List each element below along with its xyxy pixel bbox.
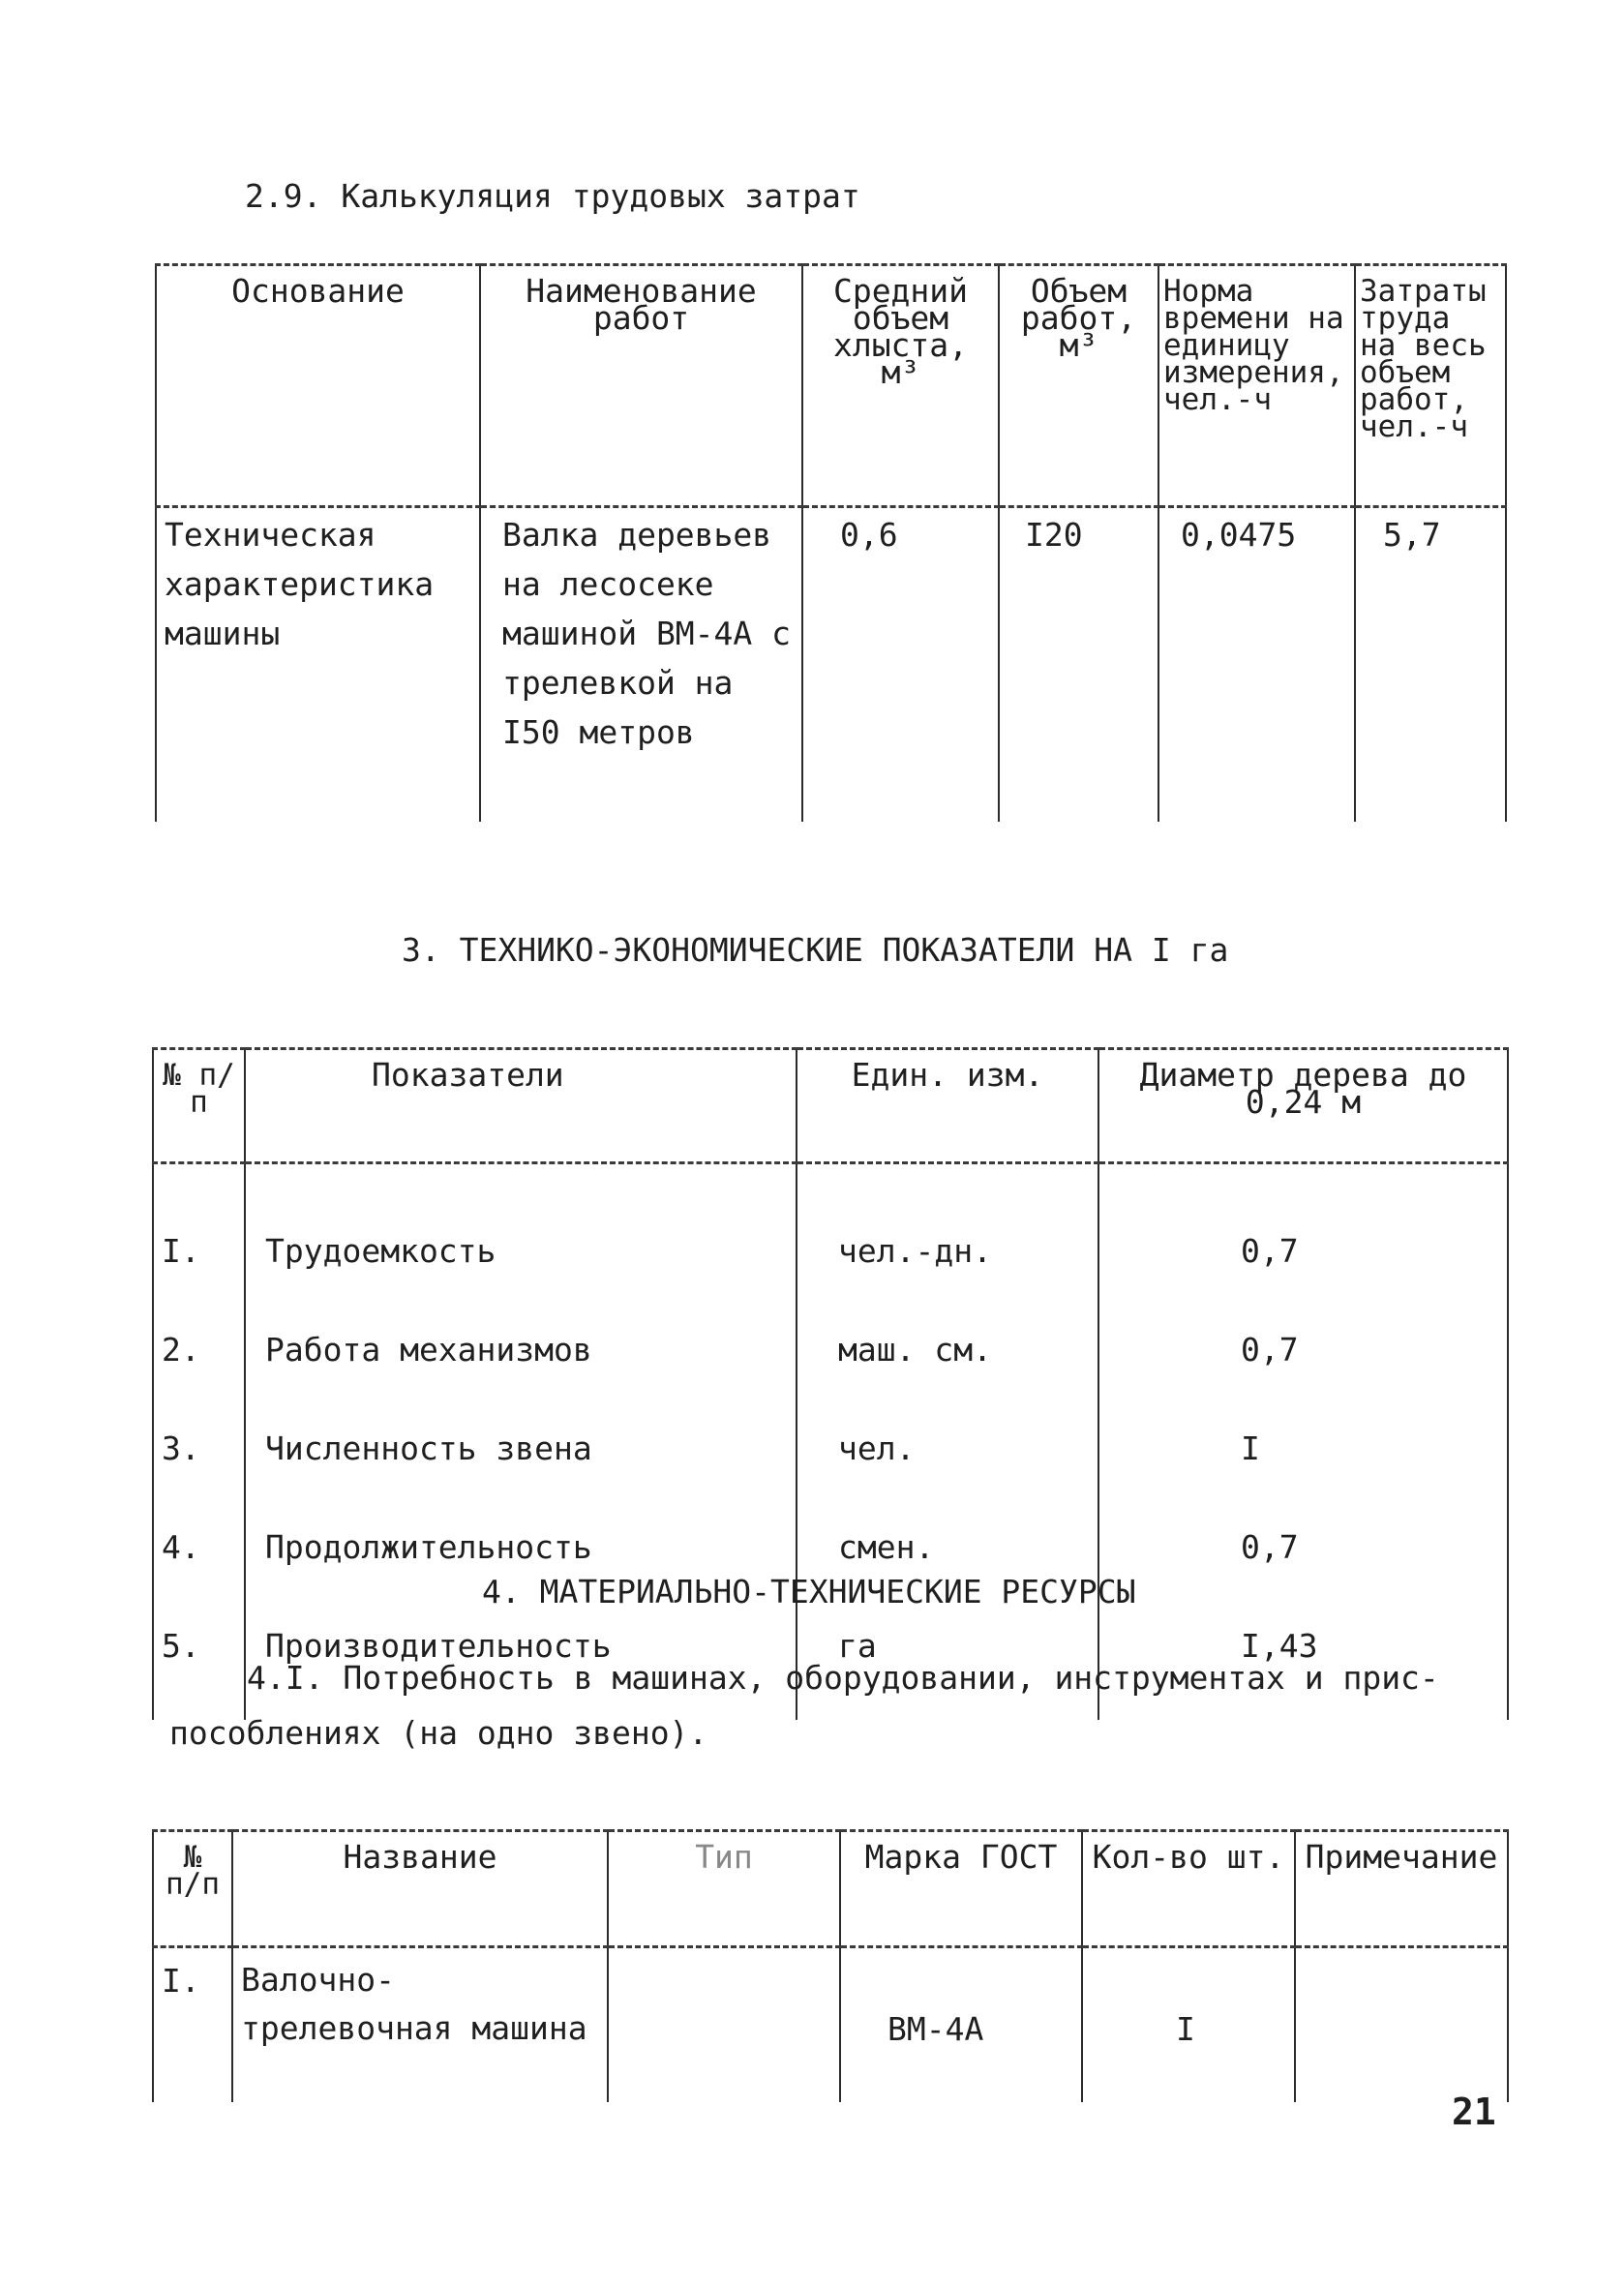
list-item: I (1241, 1429, 1260, 1467)
col-name: Название (232, 1831, 608, 1947)
col-work-name: Наименование работ (480, 265, 802, 507)
col-note: Примечание (1295, 1831, 1508, 1947)
cell-values (1098, 1163, 1508, 1721)
list-item: I,43 (1241, 1627, 1318, 1665)
col-diameter: Диаметр дерева до 0,24 м (1098, 1049, 1508, 1163)
col-avg-volume: Средний объем хлыста, м³ (802, 265, 999, 507)
list-item: Работа механизмов (265, 1331, 592, 1369)
table-row-type (608, 1947, 840, 2102)
list-item: Численность звена (265, 1429, 592, 1467)
cell-norm: 0,0475 (1158, 507, 1355, 822)
col-quantity: Кол-во шт. (1082, 1831, 1295, 1947)
list-item: 0,7 (1241, 1331, 1299, 1369)
col-labor-total: Затраты труда на весь объем работ, чел.-ч (1355, 265, 1506, 507)
list-item: Трудоемкость (265, 1232, 496, 1270)
section-4-1-paragraph: 4.I. Потребность в машинах, оборудовании, инструментах и прис- пособлениях (на одно звено). (169, 1659, 1439, 1752)
list-item: Производительность (265, 1627, 612, 1665)
list-item: га (838, 1627, 877, 1665)
col-time-norm: Норма времени на единицу измерения, чел.-ч (1158, 265, 1355, 507)
list-item: чел.-дн. (838, 1232, 992, 1270)
list-item: 4. (162, 1528, 200, 1566)
list-item: I. (162, 1232, 200, 1270)
page-number: 21 (1452, 2091, 1496, 2133)
cell-work: Валка деревьев на лесосеке машиной ВМ-4А с трелевкой на I50 метров (480, 507, 802, 822)
cell-basis: Техническая характеристика машины (156, 507, 480, 822)
cell-units (797, 1163, 1098, 1721)
table-row-num: I. (153, 1947, 232, 2102)
list-item: маш. см. (838, 1331, 992, 1369)
cell-names (245, 1163, 797, 1721)
list-item: 0,7 (1241, 1232, 1299, 1270)
col-unit: Един. изм. (797, 1049, 1098, 1163)
indicators-table (152, 1047, 1509, 1720)
list-item: чел. (838, 1429, 916, 1467)
table-row-note (1295, 1947, 1508, 2102)
col-number: № п/п (153, 1049, 245, 1163)
table-row-qty: I (1082, 1947, 1295, 2102)
section-3-heading: 3. ТЕХНИКО-ЭКОНОМИЧЕСКИЕ ПОКАЗАТЕЛИ НА I га (402, 931, 1229, 969)
labor-costs-table (155, 263, 1507, 822)
list-item: 2. (162, 1331, 200, 1369)
col-type: Тип (608, 1831, 840, 1947)
cell-numbers (153, 1163, 245, 1721)
list-item: смен. (838, 1528, 935, 1566)
cell-volume: I20 (999, 507, 1158, 822)
list-item: 3. (162, 1429, 200, 1467)
resources-table (152, 1829, 1509, 2102)
col-basis: Основание (156, 265, 480, 507)
col-number: № п/п (153, 1831, 232, 1947)
section-2-9-heading: 2.9. Калькуляция трудовых затрат (245, 177, 860, 215)
table-row-name: Валочно-трелевочная машина (232, 1947, 608, 2102)
cell-labor: 5,7 (1355, 507, 1506, 822)
col-indicators: Показатели (245, 1049, 797, 1163)
table-row-mark: ВМ-4А (840, 1947, 1082, 2102)
list-item: 0,7 (1241, 1528, 1299, 1566)
cell-avg-volume: 0,6 (802, 507, 999, 822)
col-volume: Объем работ, м³ (999, 265, 1158, 507)
section-4-heading: 4. МАТЕРИАЛЬНО-ТЕХНИЧЕСКИЕ РЕСУРСЫ (482, 1573, 1136, 1610)
list-item: 5. (162, 1627, 200, 1665)
list-item: Продолжительность (265, 1528, 592, 1566)
col-mark: Марка ГОСТ (840, 1831, 1082, 1947)
